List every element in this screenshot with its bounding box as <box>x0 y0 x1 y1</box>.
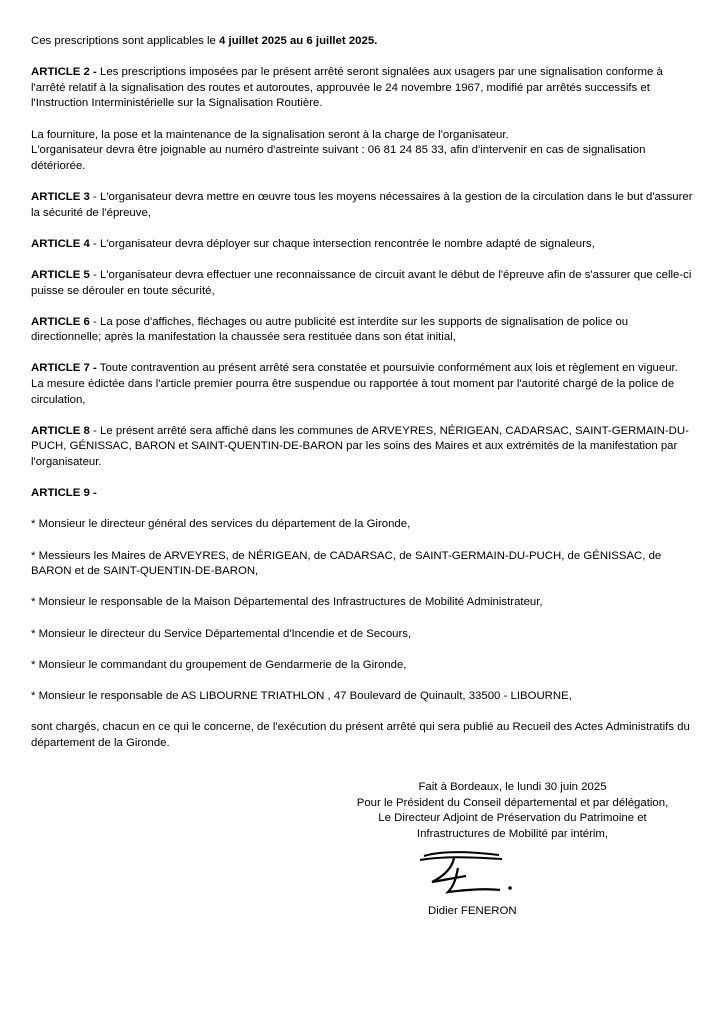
list-item: * Monsieur le directeur général des services du département de la Gironde, <box>31 518 411 531</box>
article-2-label: ARTICLE 2 - <box>31 66 97 79</box>
article-8-label: ARTICLE 8 <box>31 424 90 437</box>
list-item: * Monsieur le responsable de la Maison Départemental des Infrastructures de Mobilité Administrateur, <box>31 596 543 609</box>
article-2-text: Les prescriptions imposées par le présent arrêté seront signalées aux usagers par une signalisation conforme à l'arrêté relatif à la signalisation des routes et autoroutes, approuvée le 24 novembre 1967, modifié par arrêtés successifs et l'Instruction Interministérielle sur la Signalisation Routière. <box>31 66 663 110</box>
article-2 <box>31 65 699 112</box>
article-6-label: ARTICLE 6 <box>31 315 90 328</box>
list-item: * Monsieur le commandant du groupement de Gendarmerie de la Gironde, <box>31 658 407 671</box>
article-3: ARTICLE 3 - L'organisateur devra mettre en œuvre tous les moyens nécessaires à la gestion de la circulation dans le but d'assurer la sécurité de l'épreuve, <box>31 190 693 219</box>
list-item: * Messieurs les Maires de ARVEYRES, de NÉRIGEAN, de CADARSAC, de SAINT-GERMAIN-DU-PUCH, de GÉNISSAC, de BARON et de SAINT-QUENTIN-DE-BARON, <box>31 549 662 578</box>
article-8: ARTICLE 8 - Le présent arrêté sera affiché dans les communes de ARVEYRES, NÉRIGEAN, CADARSAC, SAINT-GERMAIN-DU-PUCH, GÉNISSAC, BARON et SAINT-QUENTIN-DE-BARON par les soins des Maires et aux extrémités de la manifestation par l'organisateur. <box>31 424 689 469</box>
signatory-name: Didier FENERON <box>428 905 517 917</box>
article-7-paragraph-2: La mesure édictée dans l'article premier pourra être suspendue ou rapportée à tout moment par l'autorité chargé de la police de circulation, <box>31 378 675 406</box>
article-4-label: ARTICLE 4 <box>31 237 90 250</box>
intro-paragraph: Ces prescriptions sont applicables le 4 juillet 2025 au 6 juillet 2025. <box>31 35 378 47</box>
article-3-label: ARTICLE 3 <box>31 190 90 203</box>
article-7-label: ARTICLE 7 - <box>31 362 97 375</box>
signature-delegation: Pour le Président du Conseil départemental et par délégation, <box>356 796 669 809</box>
list-item: * Monsieur le directeur du Service Départemental d'Incendie et de Secours, <box>31 627 412 640</box>
article-5-label: ARTICLE 5 <box>31 268 90 281</box>
signature-title-2: Infrastructures de Mobilité par intérim, <box>416 827 609 840</box>
article-2-paragraph-3: L'organisateur devra être joignable au numéro d'astreinte suivant : 06 81 24 85 33, afin d'intervenir en cas de signalisation détériorée. <box>31 144 646 172</box>
article-5: ARTICLE 5 - L'organisateur devra effectuer une reconnaissance de circuit avant le début de l'épreuve afin de s'assurer que celle-ci puisse se dérouler en toute sécurité, <box>31 268 692 297</box>
article-6: ARTICLE 6 - La pose d'affiches, fléchages ou autre publicité est interdite sur les supports de signalisation de police ou directionnelle; après la manifestation la chaussée sera restituée dans son état initial, <box>31 315 629 344</box>
handwritten-signature <box>414 846 524 898</box>
article-7: ARTICLE 7 - Toute contravention au présent arrêté sera constatée et poursuivie conformément aux lois et règlement en vigueur. La mesure édictée dans l'article premier pourra être suspendue ou rapportée à tout moment par l'autorité chargé de la police de circulation, <box>31 361 699 408</box>
document-body <box>31 34 699 767</box>
signature-place-date: Fait à Bordeaux, le lundi 30 juin 2025 <box>418 781 607 793</box>
article-9-label: ARTICLE 9 - <box>31 487 97 500</box>
article-4: ARTICLE 4 - L'organisateur devra déployer sur chaque intersection rencontrée le nombre adapté de signaleurs, <box>31 237 595 250</box>
intro-dates: 4 juillet 2025 au 6 juillet 2025. <box>219 35 378 47</box>
list-item: * Monsieur le responsable de AS LIBOURNE TRIATHLON , 47 Boulevard de Quinault, 33500 - LIBOURNE, <box>31 689 572 702</box>
signature-block <box>340 780 685 842</box>
closing-paragraph: sont chargés, chacun en ce qui le concerne, de l'exécution du présent arrêté qui sera publié au Recueil des Actes Administratifs du département de la Gironde. <box>31 721 690 749</box>
article-2-paragraph-2: La fourniture, la pose et la maintenance de la signalisation seront à la charge de l'organisateur. L'organisateur devra être joignable au numéro d'astreinte suivant : 06 81 24 85 33, afin d'intervenir en cas de signalisation détériorée. <box>31 128 699 175</box>
signature-title-1: Le Directeur Adjoint de Préservation du Patrimoine et <box>378 812 647 825</box>
